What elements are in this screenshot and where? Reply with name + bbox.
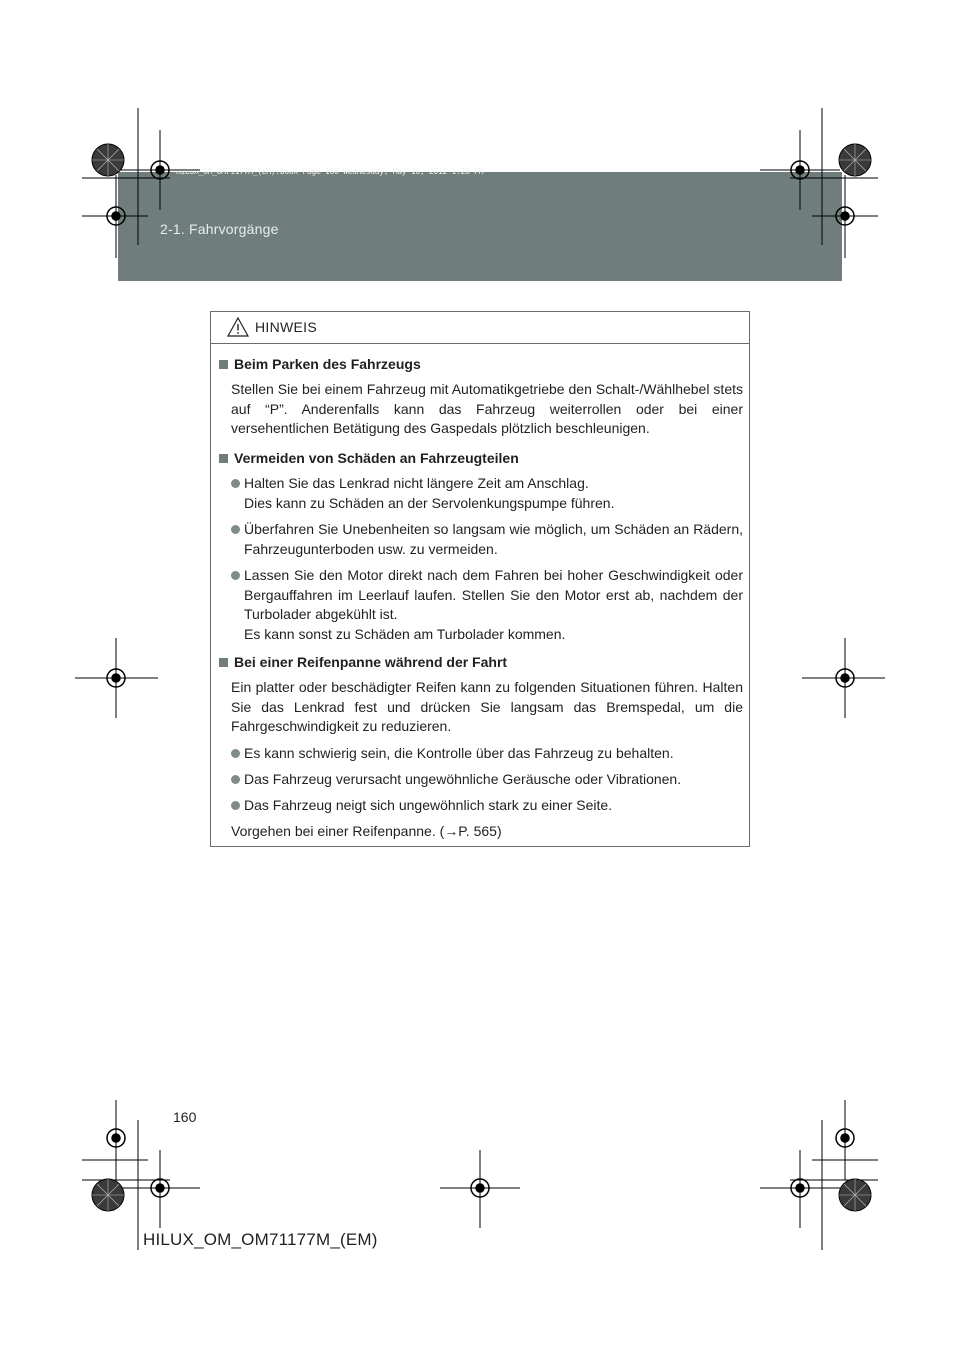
document-id: HILUX_OM_OM71177M_(EM)	[143, 1230, 378, 1249]
section-title: 2-1. Fahrvorgänge	[160, 221, 279, 237]
section-heading: Vermeiden von Schäden an Fahrzeugteilen	[219, 450, 519, 466]
paragraph: Ein platter oder beschädigter Reifen kann zu folgenden Situationen führen. Halten Sie das Lenkrad fest und drücken Sie langsam das Bremspedal, um die Fahrgeschwindigkeit zu reduzieren.	[231, 679, 743, 734]
circle-bullet-icon	[231, 801, 240, 810]
page-number: 160	[173, 1109, 197, 1125]
bullet-item: Das Fahrzeug neigt sich ungewöhnlich stark zu einer Seite.	[231, 796, 743, 816]
circle-bullet-icon	[231, 479, 240, 488]
square-bullet-icon	[219, 360, 228, 369]
print-stamp: HILUX_OM_OM71177M_(EM).book Page 160 Wednesday, May 16, 2012 1:28 PM	[176, 167, 484, 176]
bullet-item: Überfahren Sie Unebenheiten so langsam wie möglich, um Schäden an Rädern, Fahrzeugunterboden usw. zu vermeiden.	[231, 520, 743, 559]
circle-bullet-icon	[231, 525, 240, 534]
bullet-item: Halten Sie das Lenkrad nicht längere Zeit am Anschlag. Dies kann zu Schäden an der Servolenkungspumpe führen.	[231, 474, 743, 513]
section-heading: Beim Parken des Fahrzeugs	[219, 356, 421, 372]
notice-header	[211, 312, 749, 344]
notice-box	[210, 311, 750, 847]
bullet-item: Lassen Sie den Motor direkt nach dem Fahren bei hoher Geschwindigkeit oder Bergauffahren im Leerlauf laufen. Stellen Sie den Motor erst ab, nachdem der Turbolader abgekühlt ist. Es kann sonst zu Schäden am Turbolader kommen.	[231, 566, 743, 644]
circle-bullet-icon	[231, 775, 240, 784]
notice-title: HINWEIS	[255, 319, 317, 335]
square-bullet-icon	[219, 454, 228, 463]
bullet-item: Das Fahrzeug verursacht ungewöhnliche Geräusche oder Vibrationen.	[231, 770, 743, 790]
page-reference-link[interactable]: Vorgehen bei einer Reifenpanne. (→P. 565)	[231, 823, 502, 839]
section-heading: Bei einer Reifenpanne während der Fahrt	[219, 654, 507, 670]
square-bullet-icon	[219, 658, 228, 667]
paragraph: Stellen Sie bei einem Fahrzeug mit Automatikgetriebe den Schalt-/Wählhebel stets auf “P”. Anderenfalls kann das Fahrzeug weiterrollen oder bei einer versehentlichen Betätigung des Gaspedals plötzlich beschleunigen.	[231, 381, 743, 436]
circle-bullet-icon	[231, 571, 240, 580]
warning-triangle-icon	[227, 317, 249, 337]
bullet-item: Es kann schwierig sein, die Kontrolle über das Fahrzeug zu behalten.	[231, 744, 743, 764]
circle-bullet-icon	[231, 749, 240, 758]
